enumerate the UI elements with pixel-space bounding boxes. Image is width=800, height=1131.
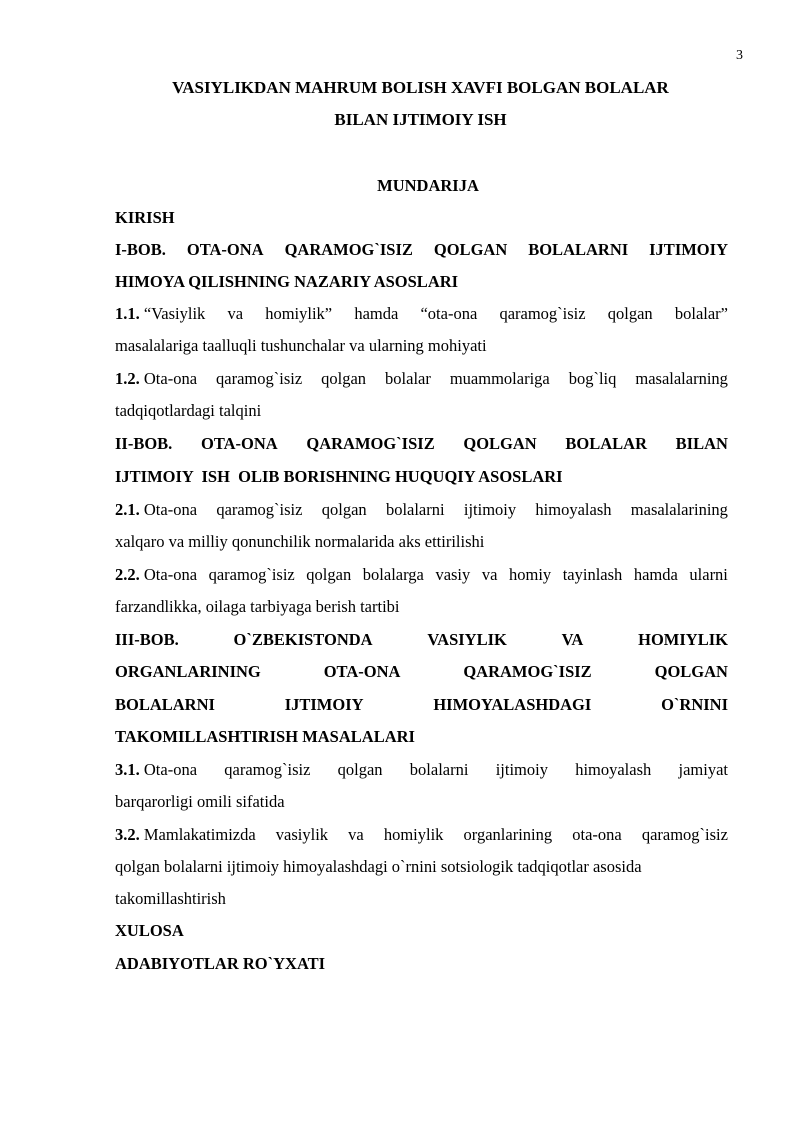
toc-section-3-2-line-2: qolgan bolalarni ijtimoiy himoyalashdagi o`rnini sotsiologik tadqiqotlar asosida [115, 857, 642, 876]
toc-chapter-3-line-2-word: ORGANLARINING [115, 662, 261, 681]
toc-section-3-2-line-1-word: va [348, 825, 364, 844]
toc-section-1-2-line-1 [115, 363, 728, 395]
toc-section-2-2-line-1-word: homiy [508, 565, 552, 584]
toc-section-2-2-line-2: farzandlikka, oilaga tarbiyaga berish tartibi [115, 597, 400, 616]
toc-section-1-2-line-1-word: 1.2. Ota-ona [115, 369, 198, 388]
toc-section-2-2-line-1-word: 2.2. Ota-ona [115, 565, 198, 584]
toc-section-3-2-line-1-word: ota-ona [572, 825, 622, 844]
toc-section-1-2-line-1-word: bog`liq [568, 369, 617, 388]
toc-section-2-2-line-1-word: qaramog`isiz [208, 565, 295, 584]
toc-section-1-1-line-1 [115, 298, 728, 330]
toc-chapter-1-line-1-word: IJTIMOIY [649, 240, 728, 259]
toc-chapter-1-line-1-word: QOLGAN [433, 240, 508, 259]
toc-section-2-2-line-1-word: qolgan [306, 565, 352, 584]
toc-section-3-2-line-1-word: homiylik [383, 825, 444, 844]
section-number: 3.1. [115, 760, 140, 779]
toc-section-2-2-line-1-word: vasiy [435, 565, 471, 584]
toc-section-1-1-line-1-word: hamda [354, 304, 399, 323]
toc-chapter-1-line-1-word: OTA-ONA [186, 240, 264, 259]
toc-section-2-2-line-1-word: va [481, 565, 498, 584]
toc-section-1-2-line-1-word: qaramog`isiz [216, 369, 303, 388]
toc-section-2-1-line-2: xalqaro va milliy qonunchilik normalarida aks ettirilishi [115, 532, 485, 551]
toc-section-3-2-line-1-word: qaramog`isiz [641, 825, 728, 844]
toc-section-2-1-line-1-word: qaramog`isiz [216, 500, 303, 519]
toc-section-3-1-line-1 [115, 754, 728, 786]
toc-section-2-2-line-1-word: bolalarga [362, 565, 424, 584]
section-number: 2.2. [115, 565, 140, 584]
toc-section-2-2-line-1-word: ularni [689, 565, 728, 584]
toc-chapter-3-line-3-word: IJTIMOIY [284, 695, 364, 714]
toc-chapter-2-line-1-word: OTA-ONA [200, 434, 278, 453]
section-number: 1.2. [115, 369, 140, 388]
toc-chapter-2-line-1-word: QOLGAN [463, 434, 537, 453]
toc-intro: KIRISH [115, 208, 175, 227]
toc-chapter-1-line-2: HIMOYA QILISHNING NAZARIY ASOSLARI [115, 272, 459, 291]
toc-section-3-1-line-1-word: 3.1. Ota-ona [115, 760, 198, 779]
toc-section-2-2-line-1-word: tayinlash [562, 565, 623, 584]
toc-section-1-1-line-1-word: homiylik” [265, 304, 333, 323]
toc-section-3-1-line-1-word: bolalarni [409, 760, 469, 779]
toc-section-3-1-line-1-word: himoyalash [575, 760, 652, 779]
toc-chapter-3-line-2 [115, 656, 728, 688]
section-number: 2.1. [115, 500, 140, 519]
toc-chapter-3-line-2-word: QARAMOG`ISIZ [463, 662, 592, 681]
toc-section-1-1-line-1-word: bolalar” [674, 304, 728, 323]
toc-section-2-1-line-1-word: bolalarni [385, 500, 445, 519]
toc-chapter-2-line-1-word: QARAMOG`ISIZ [306, 434, 435, 453]
toc-chapter-3-line-1 [115, 624, 728, 656]
toc-section-1-2-line-1-word: bolalar [385, 369, 431, 388]
toc-chapter-3-line-1-word: VA [561, 630, 584, 649]
toc-section-2-2-line-1 [115, 559, 728, 591]
toc-section-2-1-line-1 [115, 494, 728, 526]
toc-section-3-1-line-1-word: qolgan [337, 760, 383, 779]
toc-section-1-1-line-2: masalalariga taalluqli tushunchalar va ularning mohiyati [115, 336, 487, 355]
toc-chapter-2-line-1 [115, 428, 728, 460]
toc-chapter-2-line-1-word: BOLALAR [565, 434, 647, 453]
toc-chapter-3-line-1-word: HOMIYLIK [638, 630, 728, 649]
toc-section-1-1-line-1-word: “ota-ona [420, 304, 478, 323]
toc-chapter-3-line-1-word: VASIYLIK [427, 630, 507, 649]
toc-chapter-2-line-1-word: BILAN [675, 434, 728, 453]
toc-chapter-1-line-1 [115, 234, 728, 266]
toc-section-2-1-line-1-word: 2.1. Ota-ona [115, 500, 198, 519]
toc-chapter-3-line-2-word: OTA-ONA [323, 662, 401, 681]
toc-section-1-1-line-1-word: qaramog`isiz [499, 304, 586, 323]
toc-conclusion: XULOSA [115, 921, 184, 940]
toc-section-3-2-line-1-word: organlarining [463, 825, 553, 844]
toc-section-3-2-line-1-word: vasiylik [275, 825, 329, 844]
toc-section-1-2-line-1-word: masalalarning [635, 369, 728, 388]
toc-chapter-3-line-3-word: HIMOYALASHDAGI [433, 695, 592, 714]
toc-section-3-1-line-1-word: qaramog`isiz [224, 760, 311, 779]
toc-section-2-1-line-1-word: himoyalash [535, 500, 612, 519]
toc-section-2-1-line-1-word: ijtimoiy [463, 500, 517, 519]
toc-section-3-1-line-1-word: jamiyat [678, 760, 728, 779]
toc-section-3-2-line-3: takomillashtirish [115, 889, 226, 908]
toc-references: ADABIYOTLAR RO`YXATI [115, 954, 326, 973]
toc-chapter-3-line-4: TAKOMILLASHTIRISH MASALALARI [115, 727, 415, 746]
toc-section-1-2-line-1-word: muammolariga [449, 369, 550, 388]
toc-section-1-2-line-1-word: qolgan [321, 369, 367, 388]
toc-chapter-3-line-3-word: BOLALARNI [115, 695, 215, 714]
toc-section-1-1-line-1-word: va [227, 304, 244, 323]
contents-heading: MUNDARIJA [377, 176, 479, 195]
toc-section-3-2-line-1 [115, 819, 728, 851]
toc-chapter-1-line-1-word: I-BOB. [115, 240, 166, 259]
toc-section-2-1-line-1-word: qolgan [321, 500, 367, 519]
toc-chapter-1-line-1-word: QARAMOG`ISIZ [284, 240, 413, 259]
page-number: 3 [736, 48, 743, 63]
toc-section-2-2-line-1-word: hamda [633, 565, 678, 584]
toc-chapter-3-line-3 [115, 689, 728, 721]
toc-chapter-3-line-1-word: O`ZBEKISTONDA [233, 630, 373, 649]
section-number: 1.1. [115, 304, 140, 323]
toc-chapter-3-line-1-word: III-BOB. [115, 630, 179, 649]
toc-chapter-3-line-2-word: QOLGAN [654, 662, 728, 681]
toc-chapter-2-line-1-word: II-BOB. [115, 434, 173, 453]
toc-chapter-3-line-3-word: O`RNINI [661, 695, 728, 714]
toc-section-3-1-line-2: barqarorligi omili sifatida [115, 792, 285, 811]
toc-section-3-2-line-1-word: 3.2. Mamlakatimizda [115, 825, 256, 844]
section-number: 3.2. [115, 825, 140, 844]
toc-section-1-1-line-1-word: qolgan [607, 304, 653, 323]
toc-chapter-1-line-1-word: BOLALARNI [528, 240, 629, 259]
toc-section-3-1-line-1-word: ijtimoiy [495, 760, 548, 779]
toc-chapter-2-line-2: IJTIMOIY ISH OLIB BORISHNING HUQUQIY ASOSLARI [115, 467, 563, 486]
document-title-line-2: BILAN IJTIMOIY ISH [334, 110, 507, 129]
document-title-line-1: VASIYLIKDAN MAHRUM BOLISH XAVFI BOLGAN BOLALAR [172, 78, 669, 97]
toc-section-1-2-line-2: tadqiqotlardagi talqini [115, 401, 262, 420]
toc-section-1-1-line-1-word: 1.1. “Vasiylik [115, 304, 206, 323]
toc-section-2-1-line-1-word: masalalarining [630, 500, 728, 519]
